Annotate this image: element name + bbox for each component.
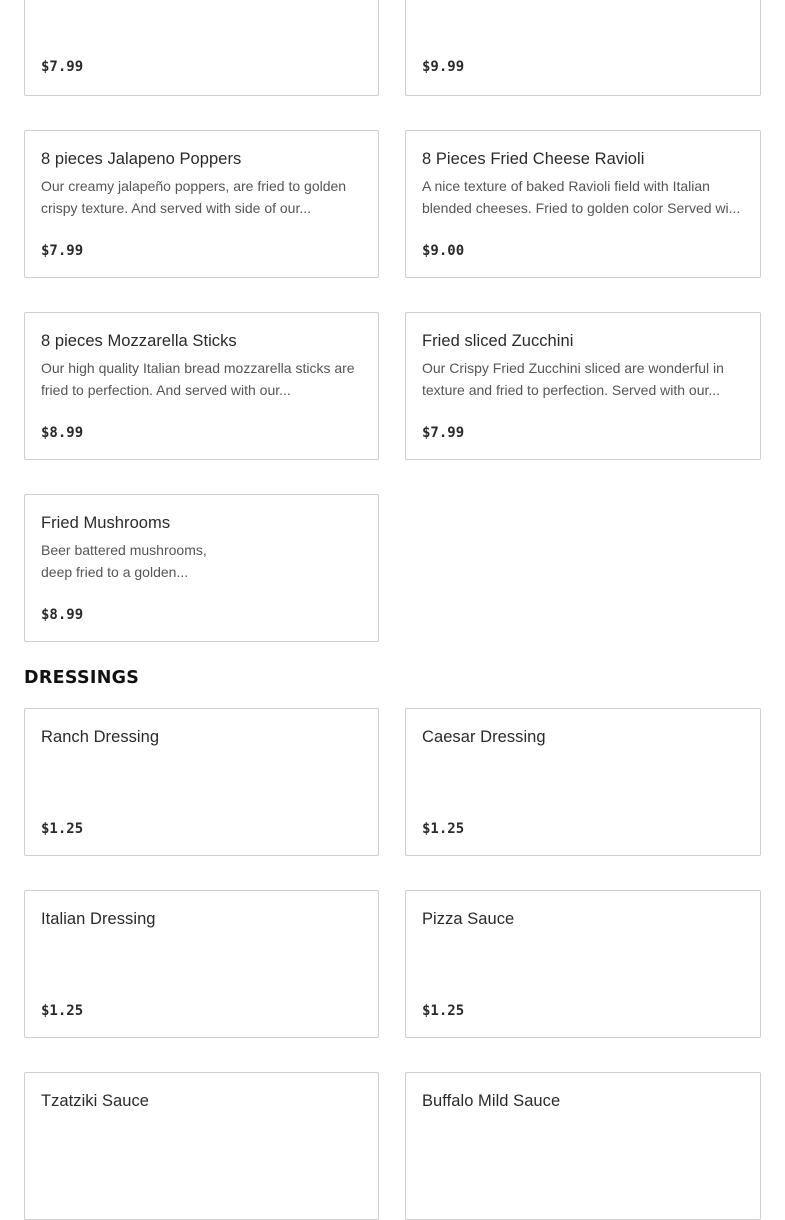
menu-item-card-pizza-sauce[interactable] (405, 890, 761, 1038)
menu-item-card-tzatziki-sauce[interactable] (24, 1072, 379, 1220)
menu-item-price: $1.25 (41, 1003, 84, 1019)
section-heading-dressings: DRESSINGS (24, 668, 140, 688)
menu-item-description: A nice texture of baked Ravioli field with Italian blended cheeses. Fried to golden color Served wi... (422, 178, 741, 216)
menu-item-price: $1.25 (422, 1003, 465, 1019)
menu-item-name: Pizza Sauce (422, 910, 515, 928)
menu-item-card-buffalo-mild-sauce[interactable] (405, 1072, 761, 1220)
menu-item-card-jalapeno-poppers[interactable] (24, 130, 379, 278)
menu-item-name: Italian Dressing (41, 910, 156, 928)
menu-item-card-onion-rings[interactable] (24, 0, 379, 96)
menu-item-name: 8 pieces Mozzarella Sticks (41, 332, 237, 350)
menu-item-description: Our Crispy Fried Zucchini sliced are wonderful in texture and fried to perfection. Served with our... (422, 360, 724, 398)
menu-item-card-fried-zucchini[interactable] (405, 312, 761, 460)
menu-item-card-chicken-tenders[interactable] (405, 0, 761, 96)
menu-item-card-mozzarella-sticks[interactable] (24, 312, 379, 460)
menu-item-price: $8.99 (41, 607, 84, 623)
menu-item-price: $1.25 (422, 821, 465, 837)
menu-item-description: Our creamy jalapeño poppers, are fried to golden crispy texture. And served with side of our... (41, 178, 347, 216)
menu-item-description: Our high quality Italian bread mozzarella sticks are fried to perfection. And served with our... (41, 360, 355, 398)
menu-item-name: Ranch Dressing (41, 728, 160, 746)
menu-item-name: 8 Pieces Fried Cheese Ravioli (422, 150, 645, 168)
menu-item-description: Beer battered mushrooms, deep fried to a golden... (41, 542, 207, 580)
menu-item-name: Fried sliced Zucchini (422, 332, 574, 350)
menu-item-price: $7.99 (422, 425, 465, 441)
menu-item-card-fried-mushrooms[interactable] (24, 494, 379, 642)
menu-item-price: $8.99 (41, 425, 84, 441)
menu-item-card-italian-dressing[interactable] (24, 890, 379, 1038)
menu-item-price: $1.25 (41, 821, 84, 837)
menu-item-name: Caesar Dressing (422, 728, 546, 746)
menu-item-price: $9.00 (422, 243, 465, 259)
menu-item-price: $7.99 (41, 59, 84, 75)
menu-item-card-caesar-dressing[interactable] (405, 708, 761, 856)
menu-item-name: Buffalo Mild Sauce (422, 1092, 561, 1110)
menu-item-price: $7.99 (41, 243, 84, 259)
menu-item-name: Fried Mushrooms (41, 514, 171, 532)
menu-item-card-ranch-dressing[interactable] (24, 708, 379, 856)
menu-item-card-fried-cheese-ravioli[interactable] (405, 130, 761, 278)
menu-item-price: $9.99 (422, 59, 465, 75)
menu-item-name: Tzatziki Sauce (41, 1092, 149, 1110)
menu-item-name: 8 pieces Jalapeno Poppers (41, 150, 242, 168)
